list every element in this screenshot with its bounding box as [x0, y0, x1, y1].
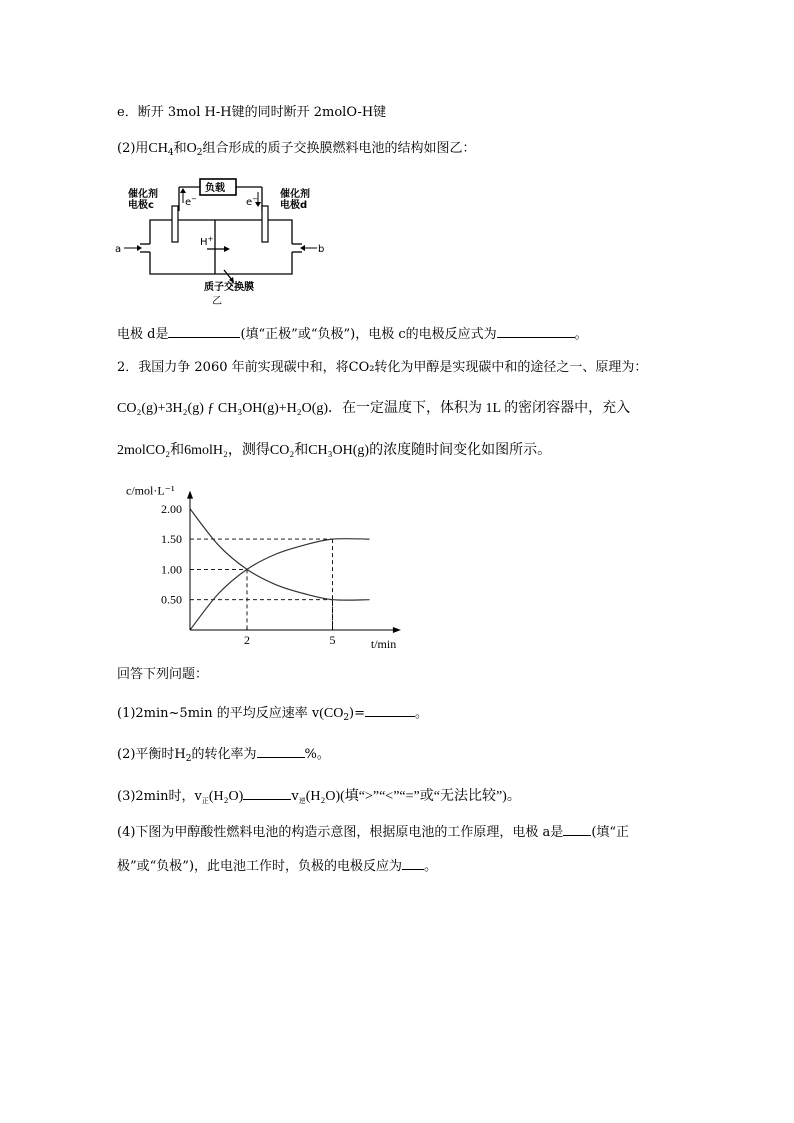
inlet-a-label: a — [115, 244, 122, 255]
electrode-c — [172, 206, 178, 242]
y-tick-label: 2.00 — [161, 501, 182, 516]
q3-h2o-reverse: (H₂O)(填“>”“<”“=”或“无法比较”)。 — [305, 789, 521, 804]
membrane-label: 质子交换膜 — [204, 282, 254, 293]
x-tick-label: 5 — [329, 633, 336, 647]
x-tick-label: 2 — [244, 633, 250, 647]
series-line-2 — [190, 539, 370, 630]
q3-h2o-forward: (H₂O) — [208, 789, 244, 804]
answer-blank[interactable] — [402, 856, 424, 870]
e-arrow-left-head — [180, 188, 186, 193]
electrode-question-b: (填“正极”或“负极”)，电极 c的电极反应式为 — [240, 327, 497, 342]
q3-forward-subscript: 正 — [201, 797, 209, 805]
q3-reverse-subscript: 逆 — [298, 797, 306, 805]
ch4-formula: CH — [148, 141, 168, 156]
q1-co2-subscript: 2 — [343, 713, 350, 723]
question-4-line-2 — [117, 856, 437, 876]
diagram-caption: 乙 — [212, 296, 222, 306]
question-1 — [117, 703, 428, 727]
e-left-label: e− — [185, 195, 198, 208]
q1-text-d: 。 — [415, 706, 429, 721]
q3-text-c: v — [291, 789, 299, 804]
cell-outline-bottom — [150, 252, 292, 274]
q2-text-a: (2)用 — [117, 141, 149, 156]
y-tick-label: 1.50 — [161, 532, 182, 547]
answer-blank[interactable] — [563, 822, 591, 836]
problem-2-equation — [117, 400, 630, 418]
q3-text-a: (3)2min时，v — [117, 789, 202, 804]
catalyst-right-label: 催化剂 — [280, 189, 310, 200]
cell-outline-top — [150, 220, 292, 244]
inlet-b-label: b — [318, 244, 325, 255]
equation-text: CO₂(g)+3H₂(g) ƒ CH₃OH(g)+H₂O(g)．在一定温度下，体积为 1L 的密闭容器中，充入 — [117, 401, 631, 416]
question-4-line-1 — [117, 822, 629, 842]
amounts-text: 2molCO₂和6molH₂，测得CO₂和CH₃OH(g)的浓度随时间变化如图所示。 — [117, 443, 552, 458]
q2-text-c: 组合形成的质子交换膜燃料电池的结构如图乙： — [202, 141, 476, 156]
concentration-chart — [118, 478, 463, 656]
q4-text-d: 。 — [424, 859, 438, 874]
problem-2-intro — [117, 359, 647, 377]
b-arrow-head — [300, 245, 305, 251]
y-tick-label: 1.00 — [161, 562, 182, 577]
q4-text-b: (填“正 — [591, 825, 630, 840]
question-e-text: e．断开 3mol H-H键的同时断开 2molO-H键 — [117, 105, 387, 120]
answer-intro-text: 回答下列问题： — [117, 667, 209, 682]
x-axis-label: t/min — [370, 637, 397, 651]
q2-text-b: 和 — [173, 141, 187, 156]
h-arrow-head — [224, 246, 230, 252]
answer-blank[interactable] — [243, 786, 291, 800]
question-2-intro — [117, 140, 476, 162]
membrane-pointer — [224, 270, 232, 280]
electrode-question-a: 电极 d是 — [117, 327, 169, 342]
q2-text-b: 的转化率为 — [191, 747, 257, 762]
o2-formula: O — [186, 141, 197, 156]
answer-intro — [117, 666, 208, 684]
question-2 — [117, 744, 330, 768]
problem-2-amounts — [117, 442, 551, 460]
question-e — [117, 104, 386, 122]
q1-text-c: )= — [349, 706, 366, 721]
q2-h2-subscript: 2 — [185, 754, 192, 764]
ch4-subscript: 4 — [167, 148, 174, 158]
answer-blank[interactable] — [168, 324, 240, 338]
load-label: 负载 — [205, 183, 225, 194]
y-axis-arrow — [187, 491, 193, 499]
fuel-cell-diagram — [112, 176, 332, 306]
q1-co2: (CO — [319, 706, 344, 721]
electrode-c-label: 电极c — [128, 200, 154, 211]
electrode-question — [117, 324, 588, 344]
electrode-d-label: 电极d — [280, 200, 308, 211]
answer-blank[interactable] — [365, 703, 415, 717]
answer-blank[interactable] — [497, 324, 575, 338]
electrode-d — [262, 206, 268, 242]
problem-2-intro-text: 2．我国力争 2060 年前实现碳中和，将CO₂转化为甲醇是实现碳中和的途径之一、原理为： — [117, 360, 648, 375]
series-line-1 — [190, 509, 370, 600]
electrode-question-c: 。 — [574, 327, 588, 342]
o2-subscript: 2 — [196, 148, 203, 158]
y-axis-label: c/mol·L⁻¹ — [126, 483, 175, 498]
y-tick-label: 0.50 — [161, 592, 182, 607]
q4-text-a: (4)下图为甲醇酸性燃料电池的构造示意图，根据原电池的工作原理，电极 a是 — [117, 825, 564, 840]
q2-text-c: %。 — [304, 747, 330, 762]
q2-text-a: (2)平衡时H — [117, 747, 186, 762]
answer-blank[interactable] — [257, 744, 305, 758]
q1-text-a: (1)2min~5min 的平均反应速率 v — [117, 706, 320, 721]
question-3 — [117, 786, 521, 810]
catalyst-left-label: 催化剂 — [128, 189, 158, 200]
x-axis-arrow — [393, 627, 401, 633]
h-ion-label: H+ — [200, 235, 214, 248]
e-right-label: e− — [246, 195, 259, 208]
q4-text-c: 极”或“负极”)，此电池工作时，负极的电极反应为 — [117, 859, 403, 874]
a-arrow-head — [137, 245, 142, 251]
